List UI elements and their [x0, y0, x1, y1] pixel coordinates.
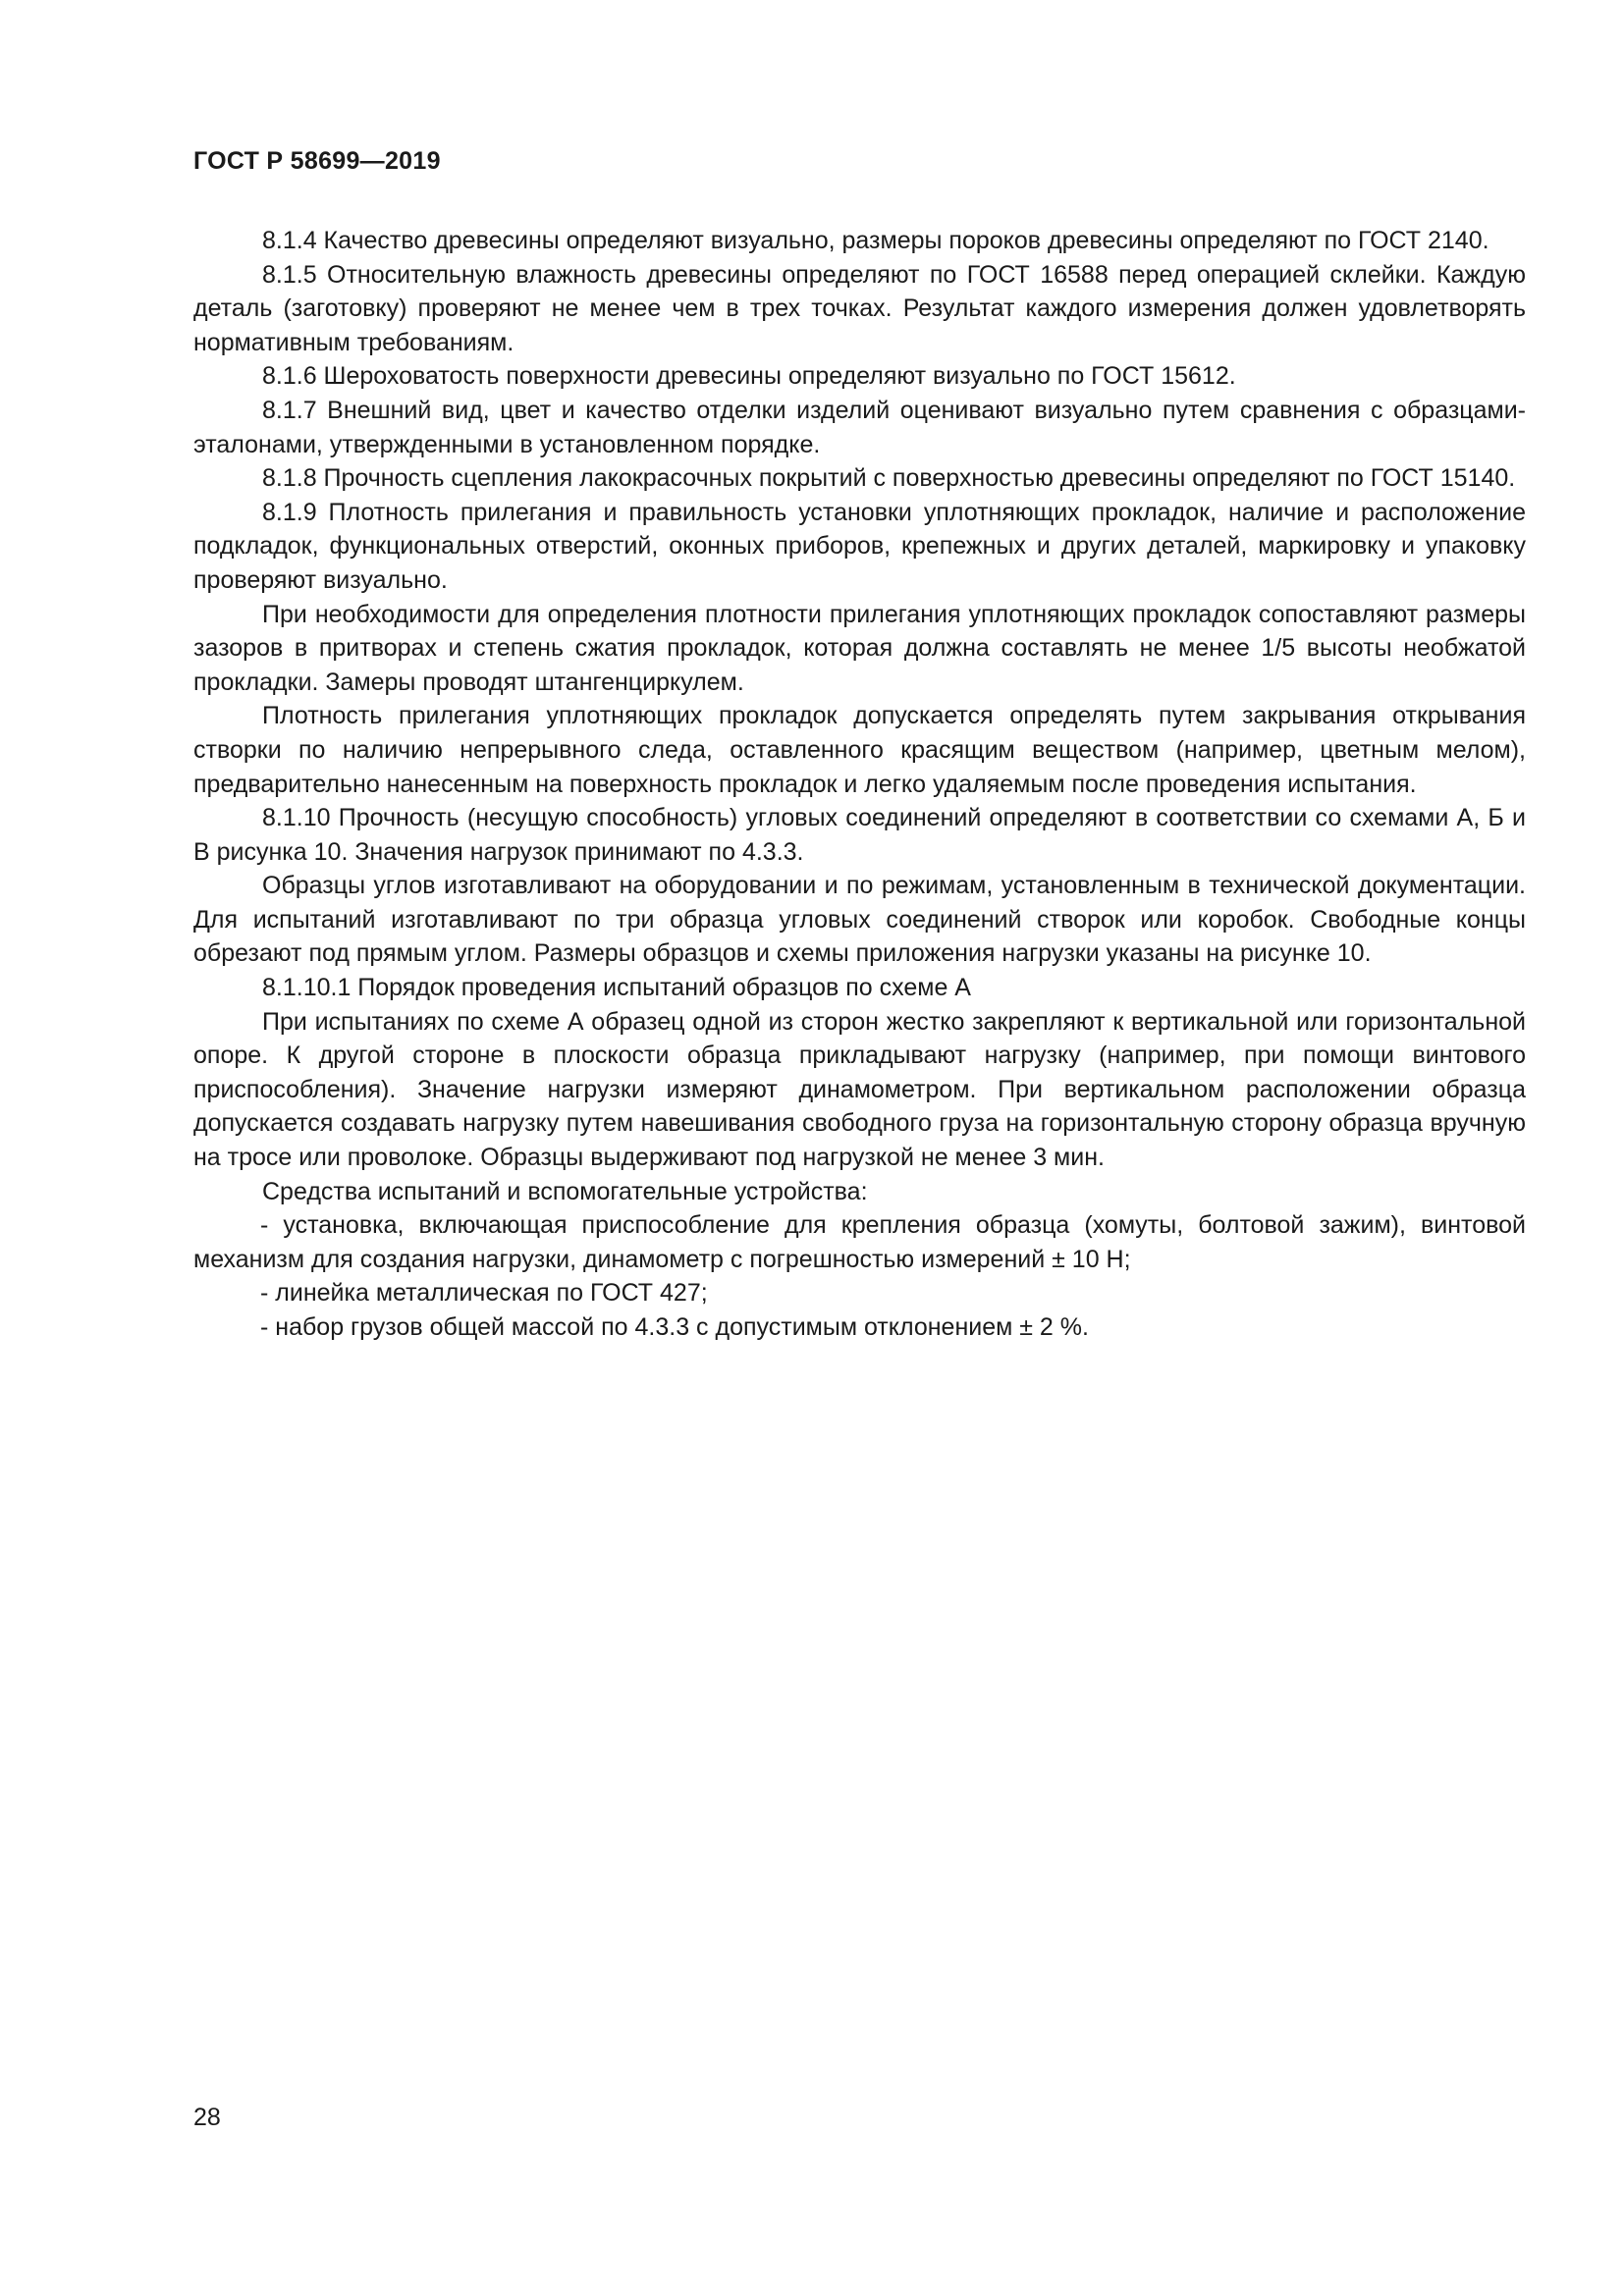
page-number: 28: [193, 2104, 221, 2131]
paragraph-test-equipment-heading: Средства испытаний и вспомогательные устройства:: [262, 1177, 868, 1205]
paragraph-8-1-10-1: 8.1.10.1 Порядок проведения испытаний образцов по схеме А: [262, 974, 971, 1002]
paragraph-8-1-8: 8.1.8 Прочность сцепления лакокрасочных покрытий с поверхностью древесины определяют по ГОСТ 15140.: [262, 464, 1516, 493]
paragraph-8-1-9: 8.1.9 Плотность прилегания и правильность установки уплотняющих прокладок, наличие и расположение подкладок, функциональных отверстий, оконных приборов, крепежных и других деталей, маркировку и упаковку проверяют визуально.: [193, 498, 1526, 594]
paragraph-8-1-5: 8.1.5 Относительную влажность древесины определяют по ГОСТ 16588 перед операцией склейки. Каждую деталь (заготовку) проверяют не менее чем в трех точках. Результат каждого измерения должен удовлетворять нормативным требованиям.: [193, 260, 1526, 356]
paragraph-gasket-gap-measurement: При необходимости для определения плотности прилегания уплотняющих прокладок сопоставляют размеры зазоров в притворах и степень сжатия прокладок, которая должна составлять не менее 1/5 высоты необжатой прокладки. Замеры проводят штангенциркулем.: [193, 600, 1526, 696]
paragraph-gasket-chalk-test: Плотность прилегания уплотняющих прокладок допускается определять путем закрывания открывания створки по наличию непрерывного следа, оставленного красящим веществом (например, цветным мелом), предварительно нанесенным на поверхность прокладок и легко удаляемым после проведения испытания.: [193, 702, 1526, 798]
paragraph-8-1-6: 8.1.6 Шероховатость поверхности древесины определяют визуально по ГОСТ 15612.: [262, 362, 1236, 391]
list-item-metal-ruler: - линейка металлическая по ГОСТ 427;: [260, 1279, 708, 1308]
paragraph-corner-samples: Образцы углов изготавливают на оборудовании и по режимам, установленным в технической документации. Для испытаний изготавливают по три образца угловых соединений створок или коробок. Свободные концы обрезают под прямым углом. Размеры образцов и схемы приложения нагрузки указаны на рисунке 10.: [193, 872, 1526, 968]
paragraph-8-1-7: 8.1.7 Внешний вид, цвет и качество отделки изделий оценивают визуально путем сравнения с образцами-эталонами, утвержденными в установленном порядке.: [193, 396, 1526, 458]
list-item-test-installation: - установка, включающая приспособление для крепления образца (хомуты, болтовой зажим), винтовой механизм для создания нагрузки, динамометр с погрешностью измерений ± 10 Н;: [193, 1211, 1526, 1273]
page-header-standard-id: ГОСТ Р 58699—2019: [193, 147, 441, 175]
document-body: [193, 224, 1526, 1345]
paragraph-scheme-a-procedure: При испытаниях по схеме А образец одной из сторон жестко закрепляют к вертикальной или горизонтальной опоре. К другой стороне в плоскости образца прикладывают нагрузку (например, при помощи винтового приспособления). Значение нагрузки измеряют динамометром. При вертикальном расположении образца допускается создавать нагрузку путем навешивания свободного груза на горизонтальную сторону образца вручную на тросе или проволоке. Образцы выдерживают под нагрузкой не менее 3 мин.: [193, 1007, 1526, 1172]
paragraph-8-1-10: 8.1.10 Прочность (несущую способность) угловых соединений определяют в соответствии со схемами А, Б и В рисунка 10. Значения нагрузок принимают по 4.3.3.: [193, 804, 1526, 866]
list-item-weight-set: - набор грузов общей массой по 4.3.3 с допустимым отклонением ± 2 %.: [260, 1313, 1089, 1341]
paragraph-8-1-4: 8.1.4 Качество древесины определяют визуально, размеры пороков древесины определяют по ГОСТ 2140.: [262, 227, 1489, 254]
